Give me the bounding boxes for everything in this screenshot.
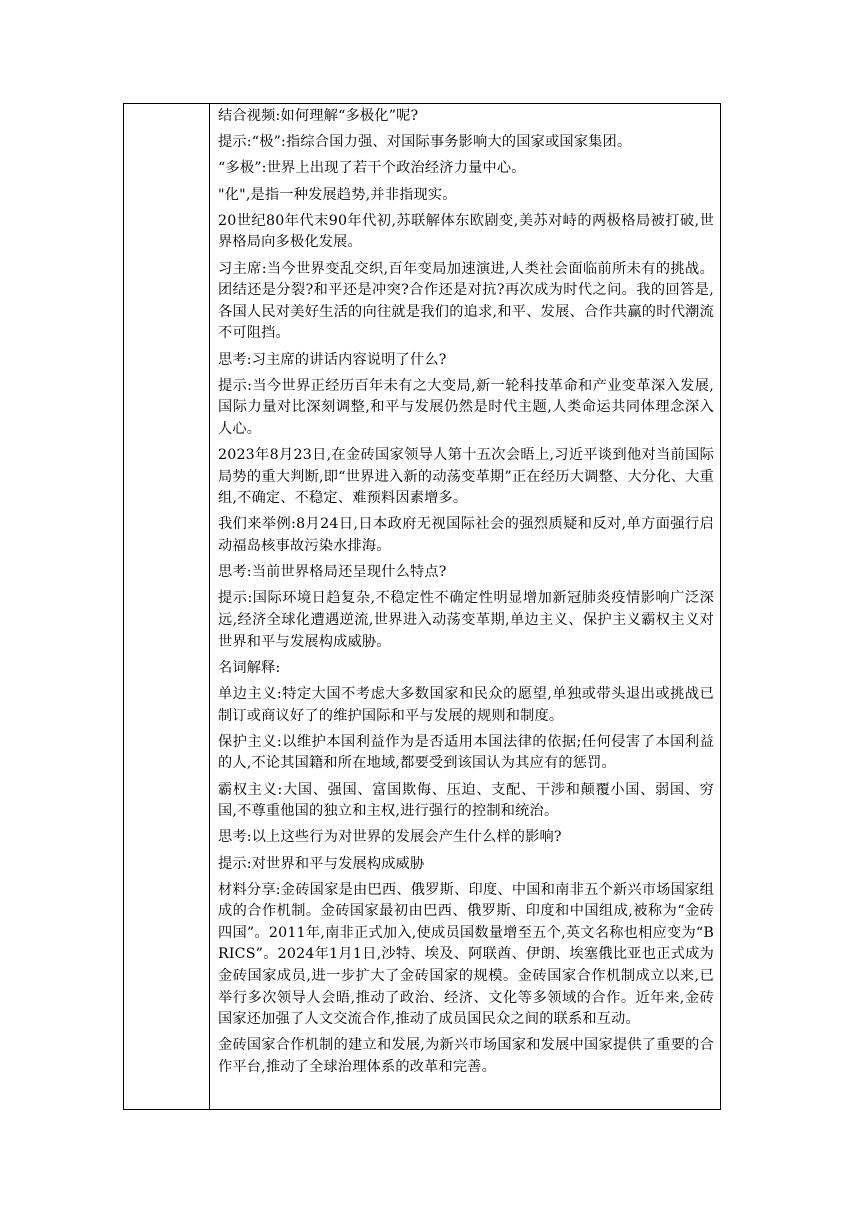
paragraph-brics-material: 材料分享:金砖国家是由巴西、俄罗斯、印度、中国和南非五个新兴市场国家组成的合作机制。金砖国家最初由巴西、俄罗斯、印度和中国组成,被称为“金砖四国”。2011年,南非正式加入,使成员国数量增至五个,英文名称也相应变为“BRICS”。2024年1月1日,沙特、埃及、阿联酋、伊朗、埃塞俄比亚也正式成为金砖国家成员,进一步扩大了金砖国家的规模。金砖国家合作机制成立以来,已举行多次领导人会晤,推动了政治、经济、文化等多领域的合作。近年来,金砖国家还加强了人文交流合作,推动了成员国民众之间的联系和互动。 [218, 881, 714, 1028]
table-content-cell [210, 104, 720, 1109]
table-left-column-cell [124, 104, 210, 1109]
paragraph-hint-change: 提示:当今世界正经历百年未有之大变局,新一轮科技革命和产业变革深入发展,国际力量对比深刻调整,和平与发展仍然是时代主题,人类命运共同体理念深入人心。 [218, 377, 714, 437]
paragraph-xi-speech: 习主席:当今世界变乱交织,百年变局加速演进,人类社会面临前所未有的挑战。团结还是分裂?和平还是冲突?合作还是对抗?再次成为时代之问。我的回答是,各国人民对美好生活的向往就是我们的追求,和平、发展、合作共赢的时代潮流不可阻挡。 [218, 260, 714, 342]
lesson-table [123, 103, 721, 1110]
paragraph-multipolar: “多极”:世界上出现了若干个政治经济力量中心。 [218, 160, 526, 177]
paragraph-protectionism: 保护主义:以维护本国利益作为是否适用本国法律的依据;任何侵害了本国利益的人,不论其国籍和所在地域,都要受到该国认为其应有的惩罚。 [218, 733, 714, 772]
paragraph-example-fukushima: 我们来举例:8月24日,日本政府无视国际社会的强烈质疑和反对,单方面强行启动福岛核事故污染水排海。 [218, 516, 714, 555]
paragraph-hint-environment: 提示:国际环境日趋复杂,不稳定性不确定性明显增加新冠肺炎疫情影响广泛深远,经济全球化遭遇逆流,世界进入动荡变革期,单边主义、保护主义霸权主义对世界和平与发展构成威胁。 [218, 590, 714, 650]
paragraph-unilateralism: 单边主义:特定大国不考虑大多数国家和民众的愿望,单独或带头退出或挑战已制订或商议好了的维护国际和平与发展的规则和制度。 [218, 685, 714, 724]
paragraph-think-speech: 思考:习主席的讲话内容说明了什么? [218, 351, 447, 368]
paragraph-history: 20世纪80年代末90年代初,苏联解体东欧剧变,美苏对峙的两极格局被打破,世界格局向多极化发展。 [218, 212, 714, 251]
paragraph-hint-pole: 提示:“极”:指综合国力强、对国际事务影响大的国家或国家集团。 [218, 134, 632, 151]
paragraph-hint-threat: 提示:对世界和平与发展构成威胁 [218, 855, 425, 872]
paragraph-video-question: 结合视频:如何理解“多极化”呢? [218, 108, 419, 124]
paragraph-glossary-heading: 名词解释: [218, 659, 281, 676]
paragraph-think-impact: 思考:以上这些行为对世界的发展会产生什么样的影响? [218, 829, 562, 846]
paragraph-hegemonism: 霸权主义:大国、强国、富国欺侮、压迫、支配、干涉和颠覆小国、弱国、穷国,不尊重他国的独立和主权,进行强行的控制和统治。 [218, 781, 714, 820]
paragraph-brics-summit: 2023年8月23日,在金砖国家领导人第十五次会晤上,习近平谈到他对当前国际局势的重大判断,即“世界进入新的动荡变革期”正在经历大调整、大分化、大重组,不确定、不稳定、难预料因素增多。 [218, 447, 714, 507]
paragraph-hua: "化",是指一种发展趋势,并非指现实。 [218, 186, 457, 203]
paragraph-think-features: 思考:当前世界格局还呈现什么特点? [218, 564, 447, 581]
paragraph-brics-conclusion: 金砖国家合作机制的建立和发展,为新兴市场国家和发展中国家提供了重要的合作平台,推动了全球治理体系的改革和完善。 [218, 1037, 714, 1076]
